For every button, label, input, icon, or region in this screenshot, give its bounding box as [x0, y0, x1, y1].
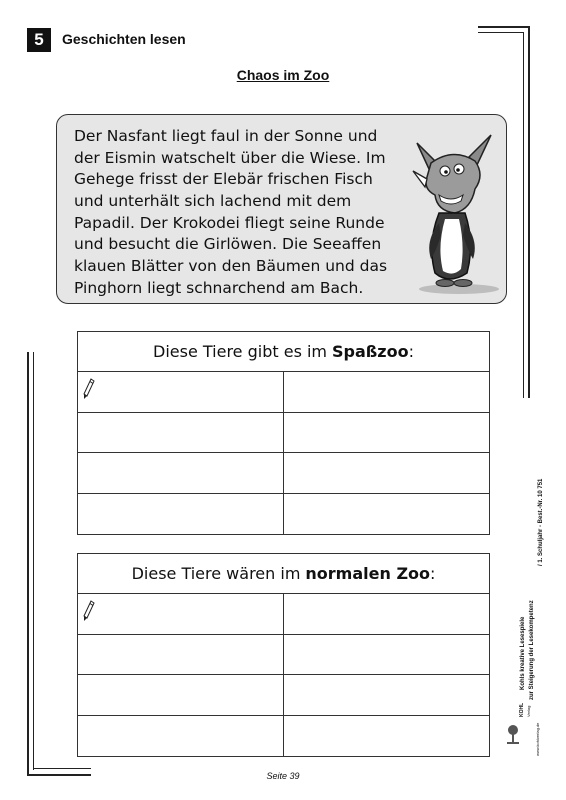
sidebar-series-title: Kohls kreative Lesespiele: [520, 616, 526, 690]
story-line: klauen Blätter von den Bäumen und das: [74, 257, 388, 276]
answer-cell[interactable]: [78, 716, 284, 757]
section-number-badge: 5: [27, 28, 51, 52]
page-title: Chaos im Zoo: [236, 67, 330, 83]
answer-cell[interactable]: [284, 372, 489, 412]
sidebar-order-info: / 1. Schuljahr - Best.-Nr. 10 751: [538, 478, 544, 566]
sidebar-series-subtitle: zur Steigerung der Lesekompetenz: [529, 600, 535, 700]
normal-zoo-table: [77, 553, 490, 757]
publisher-name: KOHL: [519, 702, 525, 717]
frame-line-left-outer: [27, 352, 29, 776]
story-line: Pinghorn liegt schnarchend am Bach.: [74, 278, 364, 297]
table-row: [78, 675, 489, 716]
table-row: [78, 716, 489, 757]
story-text: [74, 126, 394, 300]
publisher-website: www.kohlverlag.de: [535, 722, 540, 756]
story-line: Gehege frisst der Elebär frischen Fisch: [74, 170, 373, 189]
fun-zoo-header-bold: Spaßzoo: [332, 342, 409, 361]
pencil-icon: [82, 378, 95, 400]
normal-zoo-header-bold: normalen Zoo: [305, 564, 431, 583]
normal-zoo-header-colon: :: [430, 564, 436, 583]
table-row: [78, 635, 489, 676]
frame-line-left-inner: [33, 352, 34, 770]
answer-cell[interactable]: [78, 635, 284, 675]
story-line: Papadil. Der Krokodei fliegt seine Runde: [74, 213, 385, 232]
answer-cell[interactable]: [78, 494, 284, 535]
table-row: [78, 372, 489, 413]
frame-line-right-inner: [523, 32, 524, 398]
fun-zoo-table-header: [78, 332, 489, 372]
answer-cell[interactable]: [284, 716, 489, 757]
normal-zoo-header-prefix: Diese Tiere wären im: [131, 564, 301, 583]
fun-zoo-table: [77, 331, 490, 535]
story-line: und besucht die Girlöwen. Die Seeaffen: [74, 235, 382, 254]
pinghorn-illustration: [409, 123, 501, 297]
publisher-sub: Verlag: [526, 705, 531, 717]
fun-zoo-header-colon: :: [408, 342, 414, 361]
frame-line-top-right: [478, 26, 530, 28]
fun-zoo-header-prefix: Diese Tiere gibt es im: [153, 342, 328, 361]
answer-cell[interactable]: [78, 453, 284, 493]
answer-cell[interactable]: [78, 594, 284, 634]
table-row: [78, 594, 489, 635]
story-box: [56, 114, 507, 304]
page-number: Seite 39: [266, 771, 300, 781]
table-row: [78, 494, 489, 535]
answer-cell[interactable]: [284, 413, 489, 453]
answer-cell[interactable]: [78, 675, 284, 715]
table-row: [78, 413, 489, 454]
answer-cell[interactable]: [78, 413, 284, 453]
story-line: der Eismin watschelt über die Wiese. Im: [74, 148, 386, 167]
answer-cell[interactable]: [284, 675, 489, 715]
answer-cell[interactable]: [78, 372, 284, 412]
story-line: und unterhält sich lachend mit dem: [74, 192, 352, 211]
answer-cell[interactable]: [284, 453, 489, 493]
table-row: [78, 453, 489, 494]
answer-cell[interactable]: [284, 635, 489, 675]
pencil-icon: [82, 600, 95, 622]
publisher-logo: [507, 720, 529, 750]
normal-zoo-table-header: [78, 554, 489, 594]
answer-cell[interactable]: [284, 594, 489, 634]
frame-line-bottom-left-inner: [33, 768, 91, 769]
frame-line-top-right-inner: [478, 32, 524, 33]
answer-cell[interactable]: [284, 494, 489, 535]
story-line: Der Nasfant liegt faul in der Sonne und: [74, 127, 378, 145]
section-title: Geschichten lesen: [62, 31, 186, 47]
